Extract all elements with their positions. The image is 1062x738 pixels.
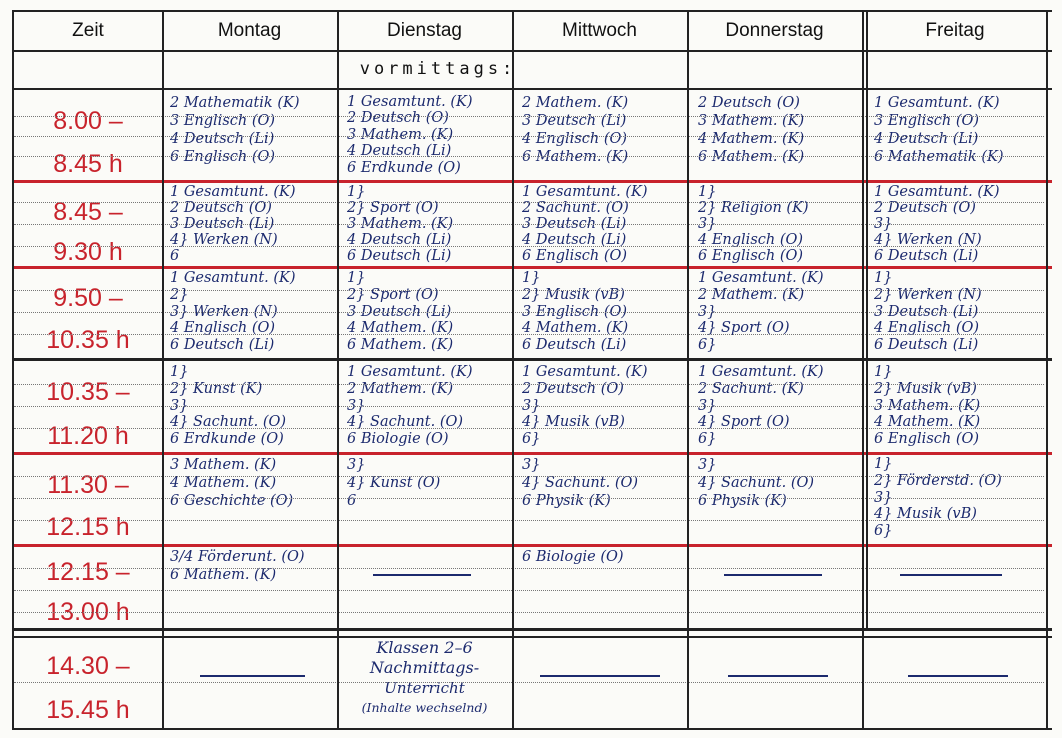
time-slot-3-start: 9.50 – (53, 283, 123, 312)
slot-divider (12, 544, 1052, 547)
lesson-entry: 6} (874, 523, 893, 540)
lesson-entry: 1 Gesamtunt. (K) (170, 270, 296, 286)
lesson-entry: 1 Gesamtunt. (K) (522, 364, 648, 380)
frame-top (12, 10, 1052, 12)
lesson-entry: 6} (522, 431, 541, 448)
dotted-guide (14, 682, 1044, 683)
lesson-entry: 6 Englisch (O) (874, 431, 980, 448)
lesson-entry: 3} (522, 397, 541, 414)
lesson-entry: 4 Englisch (O) (874, 320, 980, 337)
lesson-entry: 3 Deutsch (Li) (522, 216, 627, 232)
time-slot-4-start: 10.35 – (46, 377, 130, 406)
time-slot-2-start: 8.45 – (53, 197, 123, 226)
time-slot-1-start: 8.00 – (53, 106, 123, 135)
lesson-entry: 3} (698, 216, 717, 232)
lesson-entry: 3} (170, 397, 189, 414)
lesson-entry: 6 Deutsch (Li) (170, 337, 275, 354)
lesson-entry: 3 Mathem. (K) (347, 126, 454, 143)
lesson-entry: 1 Gesamtunt. (K) (874, 184, 1000, 200)
lesson-entry: 2} Sport (O) (347, 286, 439, 303)
lesson-entry: 1 Gesamtunt. (K) (698, 364, 824, 380)
lesson-entry: 4 Mathem. (K) (698, 131, 805, 147)
nachmittag-line-2: Nachmittags- (369, 658, 480, 677)
time-slot-2-end: 9.30 h (53, 237, 123, 266)
lesson-entry: 1 Gesamtunt. (K) (522, 184, 648, 200)
lesson-entry: 2 Deutsch (O) (874, 200, 976, 216)
header-bottom (12, 50, 1052, 52)
empty-slot-line (373, 574, 471, 576)
lesson-entry: 6 (347, 493, 357, 509)
break-line (12, 358, 1052, 361)
lesson-entry: 3/4 Förderunt. (O) (170, 549, 305, 565)
lesson-entry: 1} (522, 270, 541, 286)
lesson-entry: 6 Mathem. (K) (698, 149, 805, 165)
lesson-entry: 1} (170, 364, 189, 380)
nachmittag-line-4: (Inhalte wechselnd) (361, 700, 488, 715)
lesson-entry: 2} Sport (O) (347, 200, 439, 216)
dotted-guide (14, 476, 1044, 477)
lesson-entry: 3 Deutsch (Li) (522, 113, 627, 129)
lesson-entry: 1 Gesamtunt. (K) (170, 184, 296, 200)
time-slot-7-start: 14.30 – (46, 651, 130, 680)
header-dienstag: Dienstag (387, 20, 462, 41)
section-vormittags: vormittags: (359, 59, 517, 79)
lesson-entry: 6 Deutsch (Li) (347, 248, 452, 264)
lesson-entry: 6 Englisch (O) (522, 248, 628, 264)
lesson-entry: 3 Deutsch (Li) (170, 216, 275, 232)
lesson-entry: 2} Förderstd. (O) (874, 472, 1002, 489)
lesson-entry: 6 Erdkunde (O) (170, 431, 284, 448)
lesson-entry: 4 Mathem. (K) (874, 414, 981, 431)
lesson-entry: 4 Deutsch (Li) (347, 232, 452, 248)
morning-bottom (12, 628, 1052, 631)
dotted-guide (14, 312, 1044, 313)
empty-slot-line (540, 675, 660, 677)
lesson-entry: 1} (347, 270, 366, 286)
lesson-entry: 4} Musik (vB) (522, 414, 625, 431)
lesson-entry: 4 Deutsch (Li) (522, 232, 627, 248)
frame-right (1046, 10, 1048, 730)
lesson-entry: 4 Englisch (O) (698, 232, 804, 248)
lesson-entry: 1} (347, 184, 366, 200)
empty-slot-line (900, 574, 1002, 576)
lesson-entry: 6 Englisch (O) (170, 149, 276, 165)
lesson-entry: 4 Deutsch (Li) (874, 131, 979, 147)
lesson-entry: 6 Mathem. (K) (170, 567, 277, 583)
col-line (866, 10, 868, 628)
lesson-entry: 4} Werken (N) (874, 232, 982, 248)
dotted-guide (14, 116, 1044, 117)
lesson-entry: 3} (874, 216, 893, 232)
lesson-entry: 2} Werken (N) (874, 286, 982, 303)
lesson-entry: 6 Mathem. (K) (522, 149, 629, 165)
dotted-guide (14, 498, 1044, 499)
lesson-entry: 6 Erdkunde (O) (347, 159, 461, 176)
lesson-entry: 1} (874, 270, 893, 286)
time-slot-3-end: 10.35 h (46, 325, 130, 354)
lesson-entry: 3} (347, 457, 366, 473)
empty-slot-line (728, 675, 828, 677)
lesson-entry: 1} (698, 184, 717, 200)
lesson-entry: 3 Mathem. (K) (170, 457, 277, 473)
nachmittag-line-3: Unterricht (384, 679, 465, 697)
col-line (687, 10, 689, 730)
lesson-entry: 4} Sport (O) (698, 414, 790, 431)
dotted-guide (14, 246, 1044, 247)
lesson-entry: 3 Mathem. (K) (347, 216, 454, 232)
time-slot-6-end: 13.00 h (46, 597, 130, 626)
lesson-entry: 4 Mathem. (K) (522, 320, 629, 337)
lesson-entry: 4} Sport (O) (698, 320, 790, 337)
dotted-guide (14, 202, 1044, 203)
header-zeit: Zeit (72, 20, 104, 41)
col-line (512, 10, 514, 730)
time-slot-1-end: 8.45 h (53, 149, 123, 178)
lesson-entry: 6 Physik (K) (698, 493, 787, 509)
lesson-entry: 3} (698, 397, 717, 414)
time-slot-5-start: 11.30 – (47, 470, 129, 499)
empty-slot-line (200, 675, 305, 677)
col-line (337, 10, 339, 730)
time-slot-7-end: 15.45 h (46, 695, 130, 724)
dotted-guide (14, 384, 1044, 385)
lesson-entry: 4 Englisch (O) (522, 131, 628, 147)
lesson-entry: 2 Deutsch (O) (522, 380, 624, 397)
lesson-entry: 6} (698, 337, 717, 354)
lesson-entry: 3} (698, 457, 717, 473)
lesson-entry: 3} (522, 457, 541, 473)
lesson-entry: 2 Sachunt. (K) (698, 380, 804, 397)
lesson-entry: 4} Sachunt. (O) (522, 475, 639, 491)
lesson-entry: 3} (347, 397, 366, 414)
time-slot-5-end: 12.15 h (46, 512, 130, 541)
lesson-entry: 6 Deutsch (Li) (874, 337, 979, 354)
slot-divider (12, 266, 1052, 269)
lesson-entry: 4} Sachunt. (O) (170, 414, 287, 431)
lesson-entry: 3 Deutsch (Li) (347, 303, 452, 320)
lesson-entry: 1} (874, 364, 893, 380)
lesson-entry: 3 Englisch (O) (874, 113, 980, 129)
section-bottom (12, 88, 1052, 90)
dotted-guide (14, 136, 1044, 137)
time-slot-4-end: 11.20 h (47, 421, 129, 450)
dotted-guide (14, 520, 1044, 521)
lesson-entry: 4} Sachunt. (O) (698, 475, 815, 491)
lesson-entry: 2 Deutsch (O) (698, 95, 800, 111)
empty-slot-line (724, 574, 822, 576)
dotted-guide (14, 428, 1044, 429)
lesson-entry: 6 Deutsch (Li) (522, 337, 627, 354)
header-donnerstag: Donnerstag (725, 20, 824, 41)
header-freitag: Freitag (925, 20, 985, 41)
lesson-entry: 3 Deutsch (Li) (874, 303, 979, 320)
dotted-guide (14, 406, 1044, 407)
lesson-entry: 3 Englisch (O) (170, 113, 276, 129)
lesson-entry: 6 Mathem. (K) (347, 337, 454, 354)
lesson-entry: 6 Biologie (O) (347, 431, 449, 448)
lesson-entry: 4} Werken (N) (170, 232, 278, 248)
lesson-entry: 2} Kunst (K) (170, 380, 263, 397)
dotted-guide (14, 612, 1044, 613)
slot-divider (12, 452, 1052, 455)
lesson-entry: 2} Religion (K) (698, 200, 809, 216)
lesson-entry: 2 Deutsch (O) (347, 110, 449, 127)
lesson-entry: 3} Werken (N) (170, 303, 278, 320)
lesson-entry: 1 Gesamtunt. (K) (347, 94, 473, 110)
lesson-entry: 4 Mathem. (K) (347, 320, 454, 337)
lesson-entry: 2} Musik (vB) (522, 286, 625, 303)
lesson-entry: 1 Gesamtunt. (K) (874, 95, 1000, 111)
lesson-entry: 4 Deutsch (Li) (170, 131, 275, 147)
lesson-entry: 1 Gesamtunt. (K) (698, 270, 824, 286)
dotted-guide (14, 224, 1044, 225)
nachmittag-dienstag (337, 638, 512, 718)
lesson-entry: 3} (698, 303, 717, 320)
dotted-guide (14, 568, 1044, 569)
lesson-entry: 4 Englisch (O) (170, 320, 276, 337)
lesson-entry: 6 Biologie (O) (522, 549, 624, 565)
time-slot-6-start: 12.15 – (46, 557, 130, 586)
dotted-guide (14, 290, 1044, 291)
lesson-entry: 4} Kunst (O) (347, 475, 441, 491)
lesson-entry: 3 Englisch (O) (522, 303, 628, 320)
lesson-entry: 2 Mathematik (K) (170, 95, 300, 111)
nachmittag-line-1: Klassen 2–6 (376, 638, 473, 657)
lesson-entry: 6 Englisch (O) (698, 248, 804, 264)
dotted-guide (14, 334, 1044, 335)
frame-left (12, 10, 14, 730)
lesson-entry: 4} Sachunt. (O) (347, 414, 464, 431)
lesson-entry: 2} Musik (vB) (874, 380, 977, 397)
frame-bottom (12, 728, 1052, 730)
lesson-entry: 2 Deutsch (O) (170, 200, 272, 216)
lesson-entry: 3 Mathem. (K) (698, 113, 805, 129)
lesson-entry: 6 Mathematik (K) (874, 149, 1004, 165)
lesson-entry: 2 Mathem. (K) (698, 286, 805, 303)
slot-divider (12, 180, 1052, 183)
lesson-entry: 1 Gesamtunt. (K) (347, 364, 473, 380)
col-line (862, 10, 864, 730)
lesson-entry: 6 (170, 248, 180, 264)
dotted-guide (14, 156, 1044, 157)
lesson-entry: 2 Sachunt. (O) (522, 200, 629, 216)
lesson-entry: 6 Physik (K) (522, 493, 611, 509)
lesson-entry: 4 Mathem. (K) (170, 475, 277, 491)
afternoon-top (12, 636, 1052, 638)
lesson-entry: 6 Deutsch (Li) (874, 248, 979, 264)
lesson-entry: 2 Mathem. (K) (347, 380, 454, 397)
lesson-entry: 2} (170, 286, 189, 303)
lesson-entry: 6 Geschichte (O) (170, 493, 294, 509)
header-mittwoch: Mittwoch (562, 20, 637, 41)
lesson-entry: 3 Mathem. (K) (874, 397, 981, 414)
lesson-entry: 4 Deutsch (Li) (347, 143, 452, 160)
empty-slot-line (908, 675, 1008, 677)
dotted-guide (14, 590, 1044, 591)
lesson-entry: 4} Musik (vB) (874, 506, 977, 523)
lesson-entry: 3} (874, 489, 893, 506)
lesson-entry: 2 Mathem. (K) (522, 95, 629, 111)
header-montag: Montag (217, 20, 282, 41)
lesson-entry: 1} (874, 456, 893, 472)
lesson-entry: 6} (698, 431, 717, 448)
col-line (162, 10, 164, 730)
